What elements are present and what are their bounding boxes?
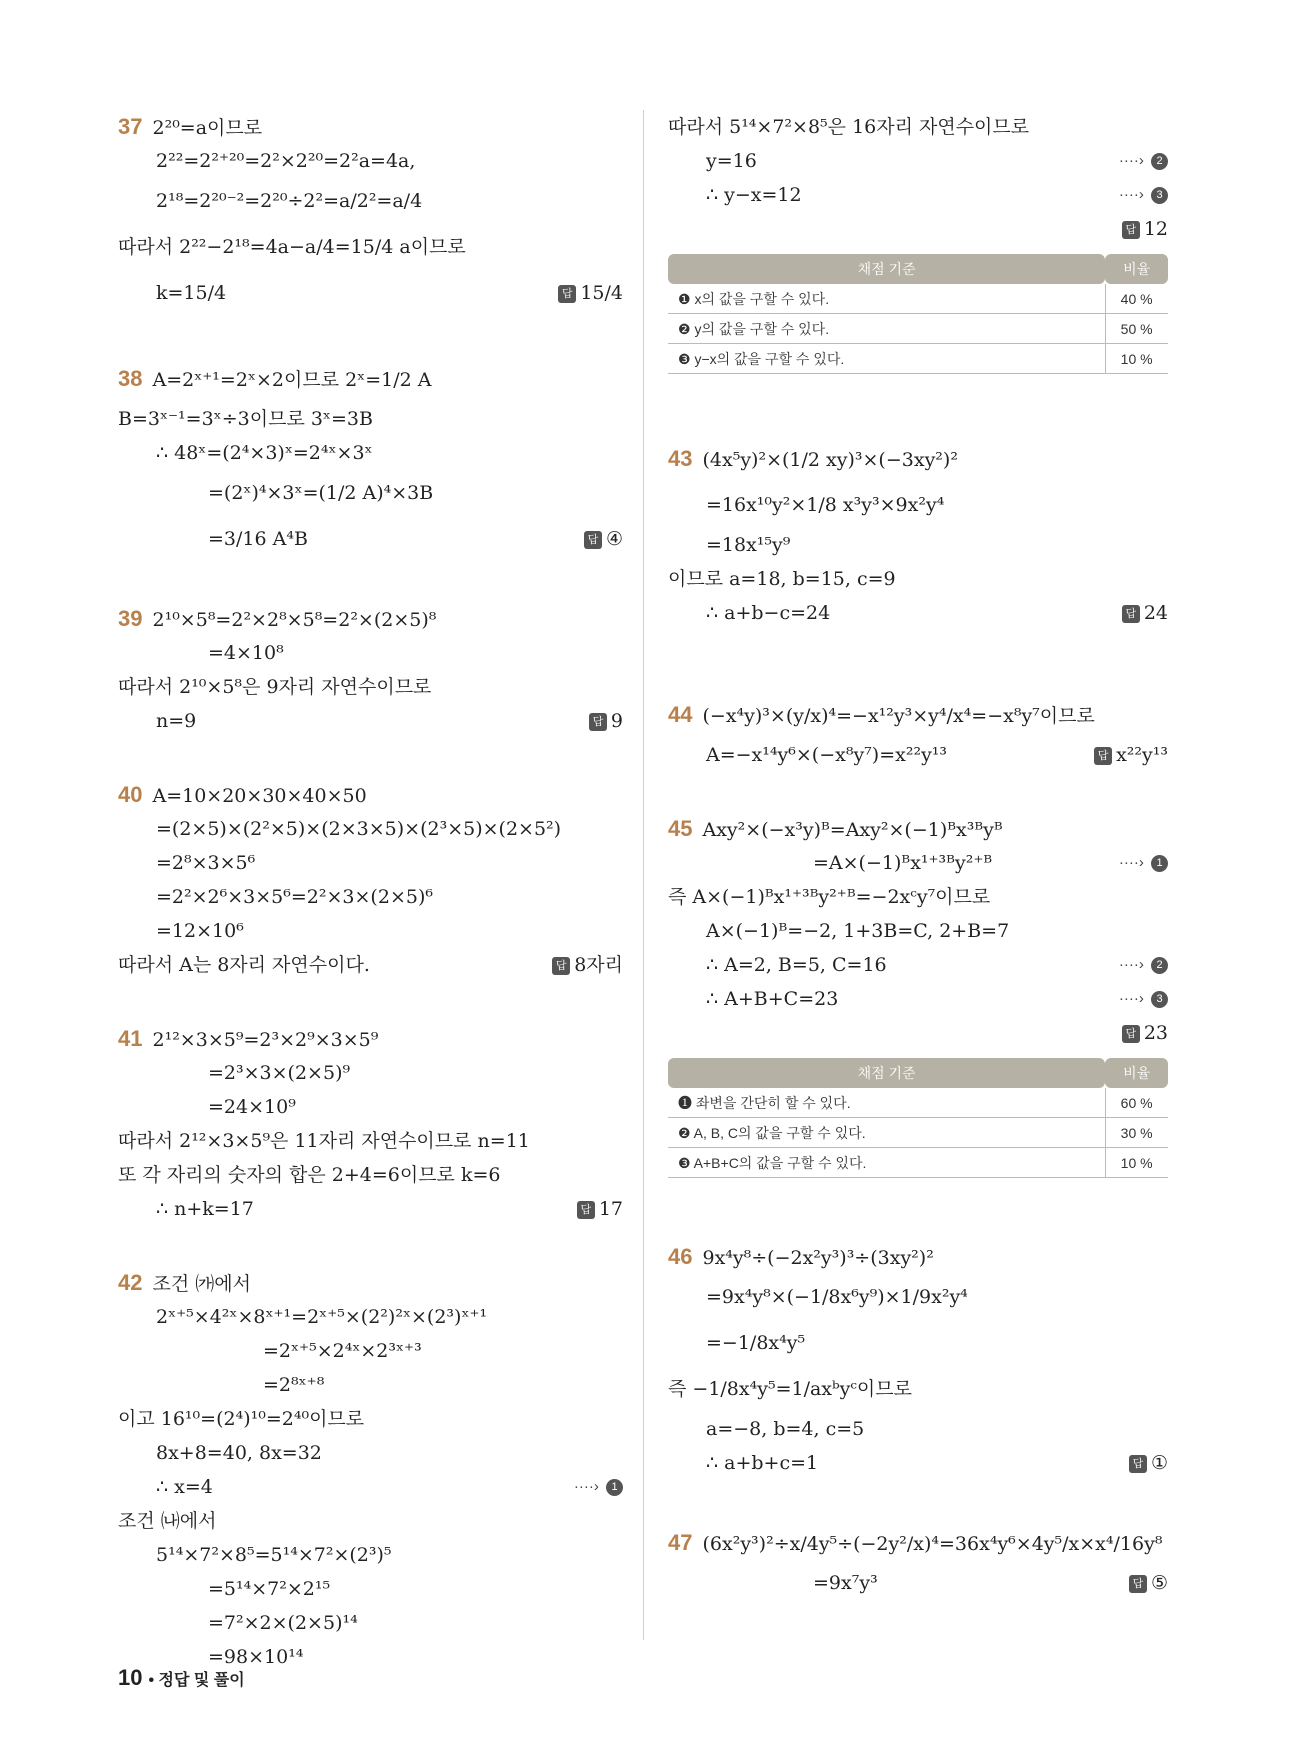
solution-line: ∴ A=2, B=5, C=16 — [706, 954, 887, 976]
answer — [584, 516, 623, 562]
answer-value: 12 — [1143, 218, 1168, 240]
solution-line: ∴ x=4 — [156, 1476, 213, 1498]
step-marker: ····› 3 — [1119, 178, 1168, 212]
answer — [552, 948, 623, 982]
solution-line: 이므로 a=18, b=15, c=9 — [668, 568, 896, 590]
problem-number: 40 — [118, 782, 143, 807]
answer-value: ④ — [605, 528, 623, 550]
answer — [577, 1192, 623, 1226]
answer — [1122, 212, 1168, 246]
solution-line: =2³×3×(2×5)⁹ — [208, 1062, 351, 1084]
problem-39 — [118, 602, 623, 738]
problem-number: 47 — [668, 1530, 693, 1555]
grading-table — [668, 1058, 1168, 1178]
solution-line: a=−8, b=4, c=5 — [706, 1418, 865, 1440]
solution-line: 2¹⁰×5⁸=2²×2⁸×5⁸=2²×(2×5)⁸ — [152, 609, 437, 631]
solution-line: 2ˣ⁺⁵×4²ˣ×8ˣ⁺¹=2ˣ⁺⁵×(2²)²ˣ×(2³)ˣ⁺¹ — [156, 1306, 488, 1328]
page-number: 10 — [118, 1665, 143, 1690]
answer-icon: 답 — [1122, 221, 1140, 239]
answer — [1122, 1016, 1168, 1050]
problem-number: 42 — [118, 1270, 143, 1295]
solution-line: =7²×2×(2×5)¹⁴ — [208, 1612, 358, 1634]
grading-table — [668, 254, 1168, 374]
answer-value: ⑤ — [1150, 1572, 1168, 1594]
answer — [558, 270, 623, 316]
solution-line: 2²²=2²⁺²⁰=2²×2²⁰=2²a=4a, — [156, 150, 416, 172]
solution-line: 따라서 2¹²×3×5⁹은 11자리 자연수이므로 n=11 — [118, 1130, 530, 1152]
solution-line: =2²×2⁶×3×5⁶=2²×3×(2×5)⁶ — [156, 886, 433, 908]
solution-line: 즉 −1/8x⁴y⁵=1/axᵇyᶜ이므로 — [668, 1378, 912, 1400]
answer — [1122, 596, 1168, 630]
solution-line: 2¹⁸=2²⁰⁻²=2²⁰÷2²=a/2²=a/4 — [156, 190, 423, 212]
problem-41 — [118, 1022, 623, 1226]
answer-value: 8자리 — [574, 954, 623, 976]
solution-line: ∴ y−x=12 — [706, 184, 802, 206]
table-row: ❷ y의 값을 구할 수 있다. 50 % — [668, 314, 1168, 344]
solution-line: =16x¹⁰y²×1/8 x³y³×9x²y⁴ — [706, 494, 945, 516]
solution-line: =4×10⁸ — [208, 642, 284, 664]
solution-line: =(2×5)×(2²×5)×(2×3×5)×(2³×5)×(2×5²) — [156, 818, 562, 840]
answer — [1129, 1446, 1168, 1480]
solution-line: =5¹⁴×7²×2¹⁵ — [208, 1578, 331, 1600]
answer-icon: 답 — [552, 957, 570, 975]
answer — [589, 704, 623, 738]
solution-line: (−x⁴y)³×(y/x)⁴=−x¹²y³×y⁴/x⁴=−x⁸y⁷이므로 — [702, 705, 1095, 727]
problem-40 — [118, 778, 623, 982]
solution-line: 조건 ㈎에서 — [152, 1273, 251, 1295]
solution-line: =2⁸×3×5⁶ — [156, 852, 256, 874]
solution-line: 즉 A×(−1)ᴮx¹⁺³ᴮy²⁺ᴮ=−2xᶜy⁷이므로 — [668, 886, 991, 908]
step-number: 2 — [1151, 153, 1168, 170]
solution-line: k=15/4 — [156, 282, 227, 304]
solution-line: 또 각 자리의 숫자의 합은 2+4=6이므로 k=6 — [118, 1164, 501, 1186]
step-marker: ····› 2 — [1119, 144, 1168, 178]
solution-line: 9x⁴y⁸÷(−2x²y³)³÷(3xy²)² — [702, 1247, 934, 1269]
solution-line: ∴ a+b−c=24 — [706, 602, 831, 624]
solution-line: ∴ a+b+c=1 — [706, 1452, 819, 1474]
solution-line: 따라서 2¹⁰×5⁸은 9자리 자연수이므로 — [118, 676, 432, 698]
table-row: ❶ 좌변을 간단히 할 수 있다. 60 % — [668, 1088, 1168, 1118]
solution-line: =2ˣ⁺⁵×2⁴ˣ×2³ˣ⁺³ — [263, 1340, 422, 1362]
problem-37 — [118, 110, 623, 316]
answer-value: ① — [1150, 1452, 1168, 1474]
answer — [1094, 738, 1168, 772]
solution-line: 8x+8=40, 8x=32 — [156, 1442, 322, 1464]
problem-38 — [118, 356, 623, 562]
solution-line: =A×(−1)ᴮx¹⁺³ᴮy²⁺ᴮ — [813, 852, 993, 874]
answer-icon: 답 — [1122, 1025, 1140, 1043]
grading-header-criteria: 채점 기준 — [668, 1058, 1105, 1088]
problem-number: 41 — [118, 1026, 143, 1051]
problem-number: 46 — [668, 1244, 693, 1269]
solution-line: =9x⁴y⁸×(−1/8x⁶y⁹)×1/9x²y⁴ — [706, 1286, 968, 1308]
solution-line: 2¹²×3×5⁹=2³×2⁹×3×5⁹ — [152, 1029, 379, 1051]
problem-number: 43 — [668, 446, 693, 471]
solution-line: =−1/8x⁴y⁵ — [706, 1332, 806, 1354]
problem-44 — [668, 692, 1168, 772]
problem-43 — [668, 436, 1168, 630]
solution-line: =12×10⁶ — [156, 920, 244, 942]
answer-icon: 답 — [558, 285, 576, 303]
grading-header-criteria: 채점 기준 — [668, 254, 1105, 284]
step-marker: ····› 2 — [1119, 948, 1168, 982]
step-number: 3 — [1151, 991, 1168, 1008]
step-marker: ····› 3 — [1119, 982, 1168, 1016]
step-number: 1 — [606, 1479, 623, 1496]
table-row: ❷ A, B, C의 값을 구할 수 있다. 30 % — [668, 1118, 1168, 1148]
step-number: 1 — [1151, 855, 1168, 872]
answer-value: 9 — [610, 710, 623, 732]
step-number: 3 — [1151, 187, 1168, 204]
left-column — [118, 110, 623, 1674]
solution-line: =24×10⁹ — [208, 1096, 296, 1118]
solution-line: y=16 — [706, 150, 757, 172]
solution-line: ∴ A+B+C=23 — [706, 988, 839, 1010]
solution-line: =2⁸ˣ⁺⁸ — [263, 1374, 325, 1396]
problem-number: 37 — [118, 114, 143, 139]
answer-value: 17 — [598, 1198, 623, 1220]
table-row: ❸ y−x의 값을 구할 수 있다. 10 % — [668, 344, 1168, 374]
solution-line: 이고 16¹⁰=(2⁴)¹⁰=2⁴⁰이므로 — [118, 1408, 365, 1430]
solution-line: 따라서 A는 8자리 자연수이다. — [118, 954, 370, 976]
answer-icon: 답 — [1129, 1455, 1147, 1473]
grading-header-ratio: 비율 — [1105, 254, 1168, 284]
table-row: ❶ x의 값을 구할 수 있다. 40 % — [668, 284, 1168, 314]
solution-line: Axy²×(−x³y)ᴮ=Axy²×(−1)ᴮx³ᴮyᴮ — [702, 819, 1003, 841]
solution-line: (4x⁵y)²×(1/2 xy)³×(−3xy²)² — [702, 449, 958, 471]
step-number: 2 — [1151, 957, 1168, 974]
problem-42-continued — [668, 110, 1168, 374]
footer-dot: • — [148, 1672, 155, 1689]
right-column — [668, 110, 1168, 1600]
solution-line: ∴ n+k=17 — [156, 1198, 254, 1220]
column-divider — [643, 110, 644, 1640]
solution-line: 따라서 2²²−2¹⁸=4a−a/4=15/4 a이므로 — [118, 236, 466, 258]
solution-line: B=3ˣ⁻¹=3ˣ÷3이므로 3ˣ=3B — [118, 408, 373, 430]
problem-number: 38 — [118, 366, 143, 391]
page-footer — [118, 1665, 245, 1691]
problem-number: 45 — [668, 816, 693, 841]
answer-icon: 답 — [1122, 605, 1140, 623]
solution-line: A=−x¹⁴y⁶×(−x⁸y⁷)=x²²y¹³ — [706, 744, 948, 766]
problem-42 — [118, 1266, 623, 1674]
step-marker: ····› 1 — [574, 1470, 623, 1504]
solution-line: 5¹⁴×7²×8⁵=5¹⁴×7²×(2³)⁵ — [156, 1544, 392, 1566]
solution-line: =18x¹⁵y⁹ — [706, 534, 791, 556]
answer-value: 24 — [1143, 602, 1168, 624]
solution-line: A=10×20×30×40×50 — [152, 785, 367, 807]
solution-line: 2²⁰=a이므로 — [152, 117, 263, 139]
answer — [1129, 1566, 1168, 1600]
solution-line: 조건 ㈏에서 — [118, 1510, 217, 1532]
grading-header-ratio: 비율 — [1105, 1058, 1168, 1088]
footer-label: 정답 및 풀이 — [158, 1672, 245, 1689]
problem-number: 39 — [118, 606, 143, 631]
solution-line: =9x⁷y³ — [813, 1572, 878, 1594]
answer-icon: 답 — [577, 1201, 595, 1219]
answer-value: 23 — [1143, 1022, 1168, 1044]
step-marker: ····› 1 — [1119, 846, 1168, 880]
answer-value: x²²y¹³ — [1116, 744, 1168, 766]
problem-45 — [668, 812, 1168, 1178]
answer-icon: 답 — [1094, 747, 1112, 765]
answer-icon: 답 — [1129, 1575, 1147, 1593]
problem-number: 44 — [668, 702, 693, 727]
table-row: ❸ A+B+C의 값을 구할 수 있다. 10 % — [668, 1148, 1168, 1178]
solution-line: A×(−1)ᴮ=−2, 1+3B=C, 2+B=7 — [706, 920, 1010, 942]
solution-line: A=2ˣ⁺¹=2ˣ×2이므로 2ˣ=1/2 A — [152, 369, 432, 391]
solution-line: n=9 — [156, 710, 197, 732]
solution-line: 따라서 5¹⁴×7²×8⁵은 16자리 자연수이므로 — [668, 116, 1030, 138]
solution-line: ∴ 48ˣ=(2⁴×3)ˣ=2⁴ˣ×3ˣ — [156, 442, 373, 464]
problem-47 — [668, 1520, 1168, 1600]
solution-line: =(2ˣ)⁴×3ˣ=(1/2 A)⁴×3B — [208, 482, 434, 504]
solution-line: (6x²y³)²÷x/4y⁵÷(−2y²/x)⁴=36x⁴y⁶×4y⁵/x×x⁴/16y⁸ — [702, 1533, 1163, 1555]
answer-value: 15/4 — [580, 282, 623, 304]
problem-46 — [668, 1240, 1168, 1480]
solution-line: =3/16 A⁴B — [208, 528, 308, 550]
answer-icon: 답 — [589, 713, 607, 731]
answer-icon: 답 — [584, 531, 602, 549]
solution-line: =98×10¹⁴ — [208, 1646, 304, 1668]
